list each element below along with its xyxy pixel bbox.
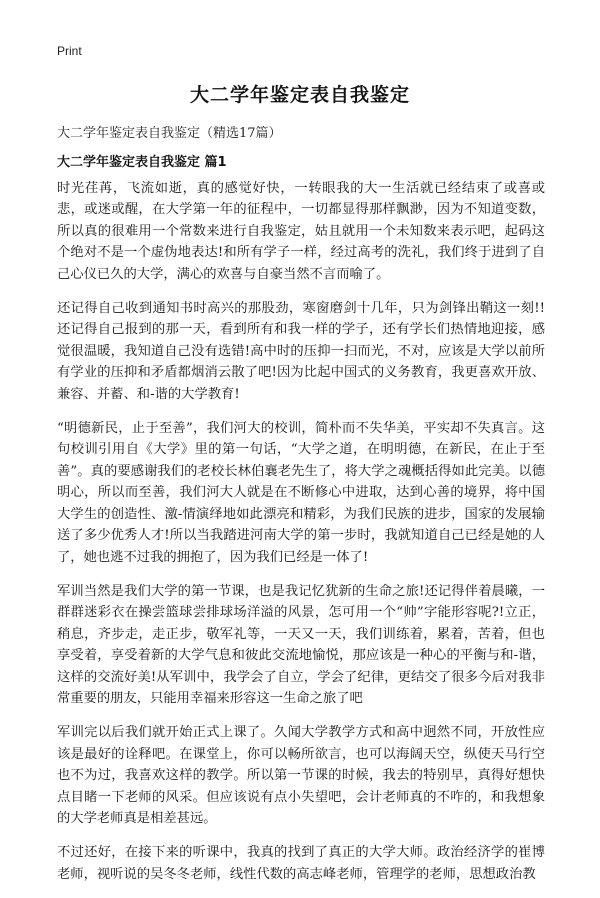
document-body <box>57 178 545 898</box>
paragraph: 不过还好，在接下来的听课中，我真的找到了真正的大学大师。政治经济学的崔博老师，视听说的吴冬冬老师，线性代数的高志峰老师，管理学的老师，思想政治教 <box>57 845 545 882</box>
print-link[interactable]: Print <box>57 44 82 58</box>
paragraph: 时光荏苒，飞流如逝，真的感觉好快，一转眼我的大一生活就已经结束了或喜或悲，或迷或醒，在大学第一年的征程中，一切都显得那样飘渺，因为不知道变数，所以真的很难用一个常数来进行自我鉴定，姑且就用一个未知数来表示吧，起码这个绝对不是一个虚伪地表达!和所有学子一样，经过高考的洗礼，我们终于进到了自己心仪已久的大学，满心的欢喜与自豪当然不言而喻了。 <box>57 181 545 282</box>
paragraph: 军训完以后我们就开始正式上课了。久闻大学教学方式和高中迥然不同，开放性应该是最好的诠释吧。在课堂上，你可以畅所欲言，也可以海阔天空，纵使天马行空也不为过，我喜欢这样的教学。所以第一节课的时候，我去的特别早，真得好想快点目睹一下老师的风采。但应该说有点小失望吧，会计老师真的不咋的，和我想象的大学老师真是相差甚远。 <box>57 725 545 826</box>
section-heading: 大二学年鉴定表自我鉴定 篇1 <box>57 155 227 170</box>
paragraph: 还记得自己收到通知书时高兴的那股劲，寒窗磨剑十几年，只为剑锋出鞘这一刻!!还记得自己报到的那一天，看到所有和我一样的学子，还有学长们热情地迎接，感觉很温暖，我知道自己没有选错!高中时的压抑一扫而光，不对，应该是大学以前所有学业的压抑和矛盾都烟消云散了吧!因为比起中国式的义务教育，我更喜欢开放、兼容、并蓄、和-谐的大学教育! <box>57 301 545 402</box>
document-subtitle: 大二学年鉴定表自我鉴定（精选17篇） <box>57 126 282 141</box>
page-title: 大二学年鉴定表自我鉴定 <box>189 84 410 106</box>
paragraph: 军训当然是我们大学的第一节课，也是我记忆犹新的生命之旅!还记得伴着晨曦，一群群迷彩衣在操尝篮球尝排球场洋溢的风景，怎可用一个“帅”字能形容呢?!立正，稍息，齐步走，走正步，敬军礼等，一天又一天，我们训练着，累着，苦着，但也享受着，享受着新的大学气息和彼此交流地愉悦，那应该是一种心的平衡与和-谐，这样的交流好美!从军训中，我学会了自立，学会了纪律，更结交了很多今后对我非常重要的朋友，只能用幸福来形容这一生命之旅了吧 <box>57 583 545 706</box>
paragraph: “明德新民，止于至善”，我们河大的校训，简朴而不失华美，平实却不失真言。这句校训引用自《大学》里的第一句话，“大学之道，在明明德，在新民，在止于至善”。真的要感谢我们的老校长林伯襄老先生了，将大学之魂概括得如此完美。以德明心，所以而至善，我们河大人就是在不断修心中进取，达到心善的境界，将中国大学生的创造性、激-情演绎地如此漂亮和精彩，为我们民族的进步，国家的发展输送了多少优秀人才!所以当我踏进河南大学的第一步时，我就知道自己已经是她的人了，她也逃不过我的拥抱了，因为我们已经是一体了! <box>57 421 545 565</box>
